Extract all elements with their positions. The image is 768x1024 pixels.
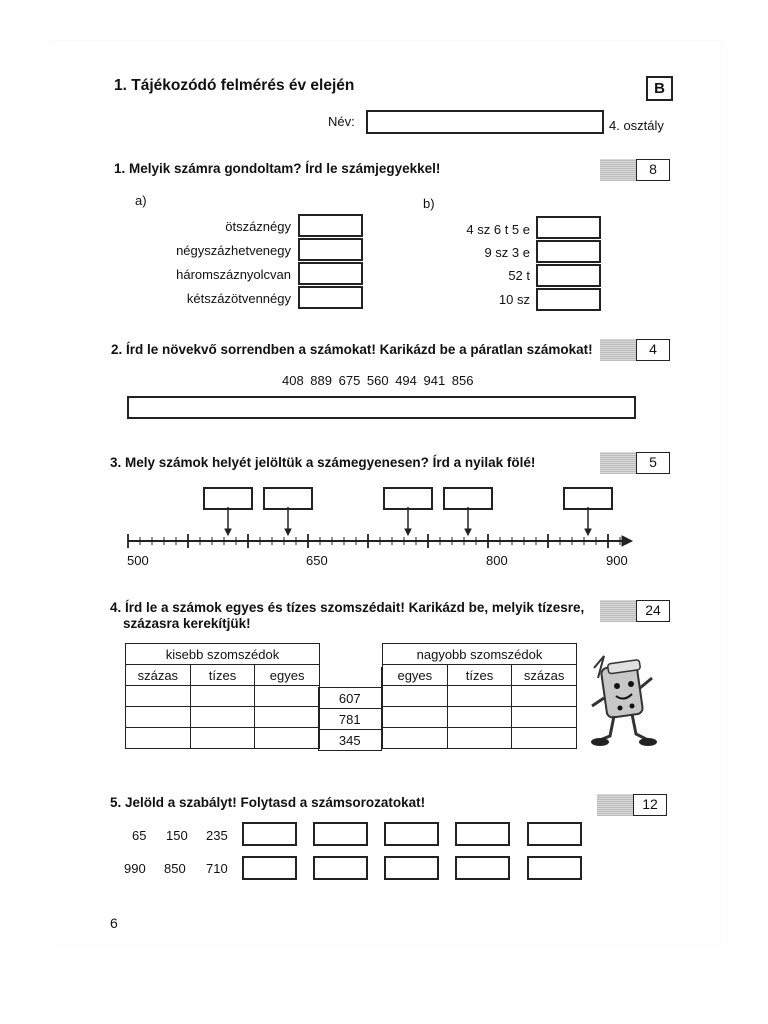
a-answer-box[interactable]: [298, 238, 363, 261]
name-field[interactable]: [366, 110, 604, 134]
answer-cell[interactable]: [383, 707, 448, 728]
answer-cell[interactable]: [126, 686, 191, 707]
task4-title-line2: százasra kerekítjük!: [123, 616, 251, 631]
score-value: 12: [633, 794, 667, 816]
numbers-column: [318, 667, 382, 751]
answer-cell[interactable]: [190, 707, 255, 728]
a-item: háromszáznyolcvan: [176, 267, 291, 282]
task1-b-label: b): [423, 196, 435, 211]
number-line: [110, 505, 640, 555]
axis-label: 650: [306, 553, 328, 568]
larger-header: nagyobb szomszédok: [383, 644, 577, 665]
number-line-arrow-tip: [405, 529, 411, 535]
number-line-arrow-tip: [465, 529, 471, 535]
b-item: 4 sz 6 t 5 e: [466, 222, 530, 237]
sequence-answer-box[interactable]: [242, 856, 297, 880]
task5-title: 5. Jelöld a szabályt! Folytasd a számsorozatokat!: [110, 795, 426, 810]
b-item: 10 sz: [498, 292, 530, 307]
version-badge: B: [646, 76, 673, 101]
sequence-value: 150: [166, 828, 188, 843]
number-cell: 607: [319, 688, 382, 709]
a-answer-box[interactable]: [298, 214, 363, 237]
sequence-value: 990: [124, 861, 146, 876]
blank-cell: [319, 667, 382, 688]
answer-cell[interactable]: [383, 728, 448, 749]
sequence-answer-box[interactable]: [527, 856, 582, 880]
smaller-header: kisebb szomszédok: [126, 644, 320, 665]
answer-cell[interactable]: [447, 728, 512, 749]
sequence-value: 850: [164, 861, 186, 876]
number-line-arrow-tip: [585, 529, 591, 535]
col-header: egyes: [383, 665, 448, 686]
score-value: 4: [636, 339, 670, 361]
answer-cell[interactable]: [126, 728, 191, 749]
sequence-answer-box[interactable]: [384, 856, 439, 880]
a-item: kétszázötvennégy: [186, 291, 291, 306]
a-answer-box[interactable]: [298, 286, 363, 309]
sequence-value: 235: [206, 828, 228, 843]
score-shade: [600, 600, 636, 622]
name-label: Név:: [328, 114, 355, 129]
sequence-value: 710: [206, 861, 228, 876]
a-item: ötszáznégy: [225, 219, 291, 234]
col-header: százas: [512, 665, 577, 686]
task2-numbers: 408 889 675 560 494 941 856: [282, 373, 474, 388]
task2-answer-field[interactable]: [127, 396, 636, 419]
number-cell: 781: [319, 709, 382, 730]
col-header: tízes: [190, 665, 255, 686]
sequence-answer-box[interactable]: [455, 856, 510, 880]
neighbors-table-left: [125, 643, 320, 749]
answer-cell[interactable]: [255, 707, 320, 728]
number-line-ticks: [128, 507, 632, 548]
neighbors-table-right: [382, 643, 577, 749]
sequence-answer-box[interactable]: [313, 822, 368, 846]
class-label: 4. osztály: [609, 118, 664, 133]
col-header: tízes: [447, 665, 512, 686]
axis-label: 800: [486, 553, 508, 568]
answer-cell[interactable]: [383, 686, 448, 707]
sequence-answer-box[interactable]: [527, 822, 582, 846]
number-line-arrow-tip: [225, 529, 231, 535]
axis-label: 500: [127, 553, 149, 568]
b-answer-box[interactable]: [536, 264, 601, 287]
number-line-arrowhead: [622, 536, 632, 546]
a-item: négyszázhetvenegy: [176, 243, 291, 258]
page-title: 1. Tájékozódó felmérés év elején: [114, 77, 355, 94]
sequence-answer-box[interactable]: [242, 822, 297, 846]
task1-a-label: a): [135, 193, 147, 208]
page-number: 6: [110, 915, 118, 931]
b-answer-box[interactable]: [536, 240, 601, 263]
answer-cell[interactable]: [447, 686, 512, 707]
sequence-answer-box[interactable]: [384, 822, 439, 846]
b-item: 52 t: [508, 268, 530, 283]
answer-cell[interactable]: [255, 728, 320, 749]
task2-title: 2. Írd le növekvő sorrendben a számokat! Karikázd be a páratlan számokat!: [111, 342, 593, 357]
answer-cell[interactable]: [255, 686, 320, 707]
col-header: százas: [126, 665, 191, 686]
score-value: 24: [636, 600, 670, 622]
score-shade: [600, 159, 636, 181]
number-line-arrow-tip: [285, 529, 291, 535]
answer-cell[interactable]: [512, 728, 577, 749]
b-answer-box[interactable]: [536, 216, 601, 239]
sequence-answer-box[interactable]: [455, 822, 510, 846]
task3-title: 3. Mely számok helyét jelöltük a számegyenesen? Írd a nyilak fölé!: [110, 455, 536, 470]
score-shade: [597, 794, 633, 816]
score-shade: [600, 452, 636, 474]
answer-cell[interactable]: [512, 707, 577, 728]
a-answer-box[interactable]: [298, 262, 363, 285]
task4-title-line1: 4. Írd le a számok egyes és tízes szomszédait! Karikázd be, melyik tízesre,: [110, 600, 585, 615]
task1-title: 1. Melyik számra gondoltam? Írd le számjegyekkel!: [114, 161, 441, 176]
answer-cell[interactable]: [126, 707, 191, 728]
answer-cell[interactable]: [447, 707, 512, 728]
axis-label: 900: [606, 553, 628, 568]
sequence-value: 65: [132, 828, 147, 843]
score-shade: [600, 339, 636, 361]
score-value: 8: [636, 159, 670, 181]
dice-mascot-illustration: [586, 648, 666, 753]
b-answer-box[interactable]: [536, 288, 601, 311]
col-header: egyes: [255, 665, 320, 686]
b-item: 9 sz 3 e: [484, 245, 530, 260]
answer-cell[interactable]: [512, 686, 577, 707]
sequence-answer-box[interactable]: [313, 856, 368, 880]
score-value: 5: [636, 452, 670, 474]
number-cell: 345: [319, 730, 382, 751]
answer-cell[interactable]: [190, 686, 255, 707]
answer-cell[interactable]: [190, 728, 255, 749]
